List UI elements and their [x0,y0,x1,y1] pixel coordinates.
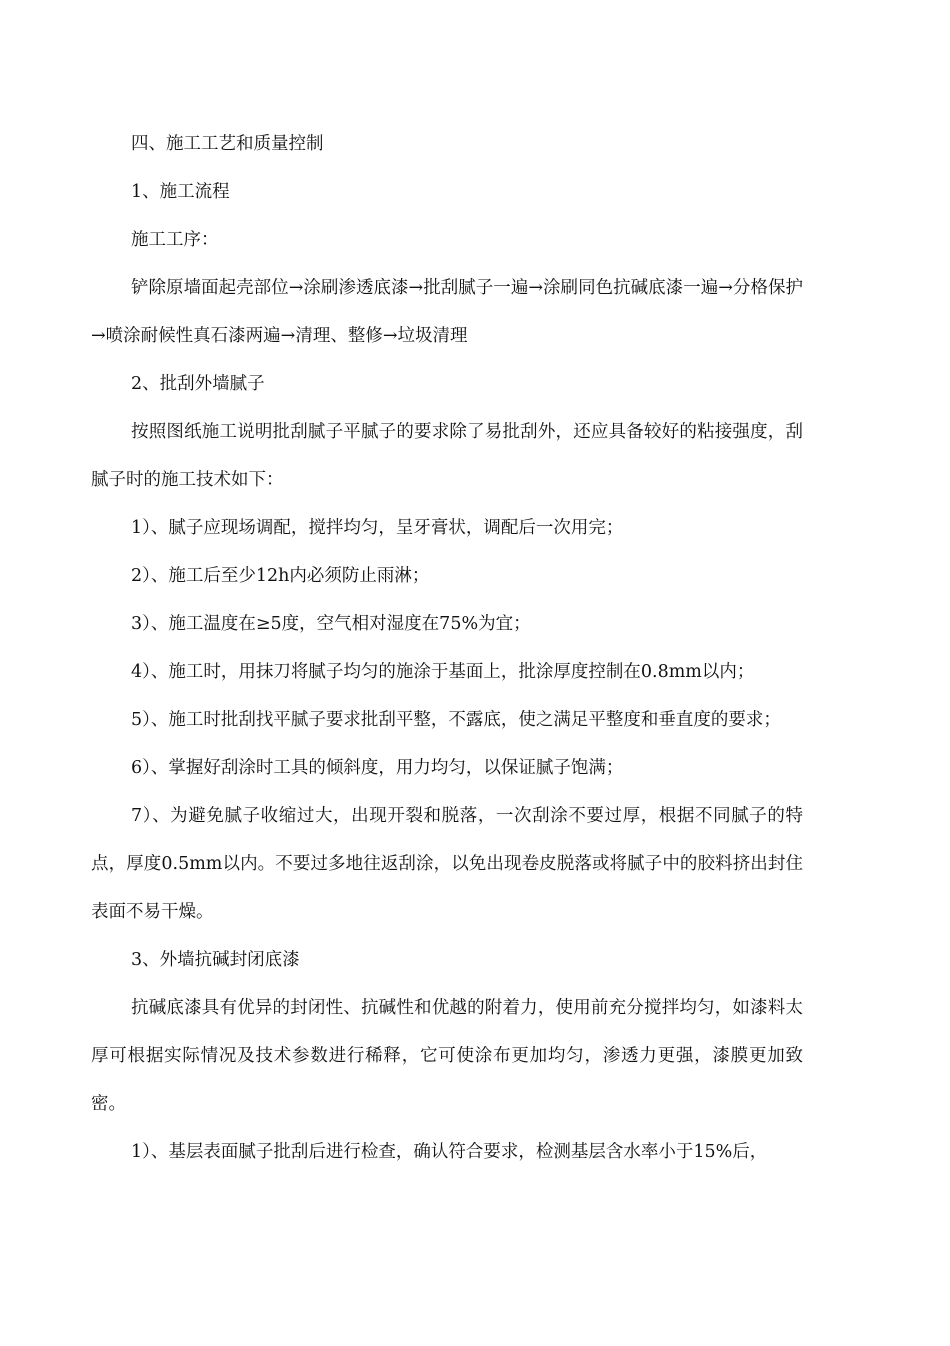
paragraph-step-sequence: 铲除原墙面起壳部位→涂刷渗透底漆→批刮腻子一遍→涂刷同色抗碱底漆一遍→分格保护→喷涂耐候性真石漆两遍→清理、整修→垃圾清理 [91,278,803,346]
section-heading-construction-process: 四、施工工艺和质量控制 [131,134,324,154]
list-item-putty-4: 4）、施工时，用抹刀将腻子均匀的施涂于基面上，批涂厚度控制在0.8mm以内； [131,662,755,682]
list-item-putty-6: 6）、掌握好刮涂时工具的倾斜度，用力均匀，以保证腻子饱满； [131,758,624,778]
list-item-primer-1: 1）、基层表面腻子批刮后进行检查，确认符合要求，检测基层含水率小于15%后， [131,1142,768,1162]
list-item-putty-3: 3）、施工温度在≥5度，空气相对湿度在75%为宜； [131,614,531,634]
subheading-construction-flow: 1、施工流程 [131,182,230,202]
document-body [91,120,803,1176]
list-item-putty-5: 5）、施工时批刮找平腻子要求批刮平整，不露底，使之满足平整度和垂直度的要求； [131,710,781,730]
subheading-alkali-primer: 3、外墙抗碱封闭底漆 [131,950,300,970]
subheading-exterior-putty: 2、批刮外墙腻子 [131,374,265,394]
list-item-putty-1: 1）、腻子应现场调配，搅拌均匀，呈牙膏状，调配后一次用完； [131,518,624,538]
list-item-putty-7: 7）、为避免腻子收缩过大，出现开裂和脱落，一次刮涂不要过厚，根据不同腻子的特点，厚度0.5mm以内。不要过多地往返刮涂，以免出现卷皮脱落或将腻子中的胶料挤出封住表面不易干燥。 [91,806,803,922]
paragraph-primer-description: 抗碱底漆具有优异的封闭性、抗碱性和优越的附着力，使用前充分搅拌均匀，如漆料太厚可根据实际情况及技术参数进行稀释，它可使涂布更加均匀，渗透力更强，漆膜更加致密。 [91,998,803,1114]
label-construction-steps: 施工工序： [131,230,219,250]
paragraph-putty-requirements: 按照图纸施工说明批刮腻子平腻子的要求除了易批刮外，还应具备较好的粘接强度，刮腻子时的施工技术如下： [91,422,803,490]
list-item-putty-2: 2）、施工后至少12h内必须防止雨淋； [131,566,430,586]
